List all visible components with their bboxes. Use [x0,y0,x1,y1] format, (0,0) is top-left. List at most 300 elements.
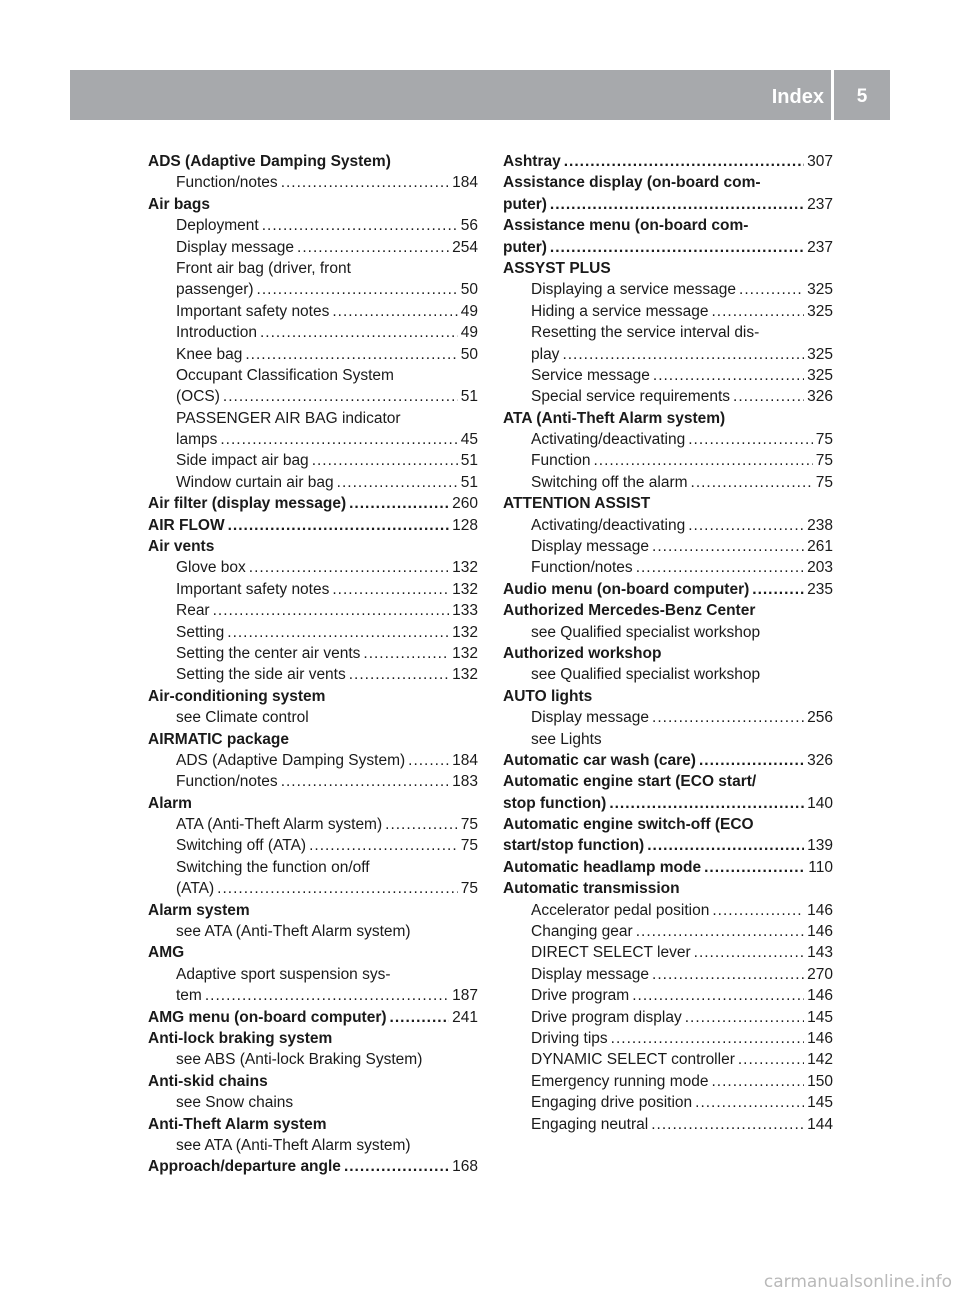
index-subentry [503,279,833,300]
dot-leader [564,151,804,172]
index-subentry [148,1135,478,1156]
page-reference: 168 [452,1158,478,1176]
page-reference: 75 [815,473,833,491]
entry-text: Important safety notes [176,580,330,598]
entry-text: Audio menu (on-board computer) [503,580,750,598]
page-reference: 146 [807,901,833,919]
entry-text: ATA (Anti-Theft Alarm system) [176,816,383,834]
page-reference: 75 [460,880,478,898]
dot-leader [647,835,804,856]
entry-text: Activating/deactivating [531,516,686,534]
entry-text: PASSENGER AIR BAG indicator [176,409,401,427]
entry-text: Anti-skid chains [148,1072,268,1090]
dot-leader [609,793,804,814]
index-subentry [503,386,833,407]
entry-text: (OCS) [176,388,220,406]
index-subentry [148,450,478,471]
entry-text: lamps [176,431,218,449]
dot-leader [344,1156,449,1177]
page-reference: 307 [807,152,833,170]
dot-leader [550,194,804,215]
index-subentry [503,622,833,643]
page-reference: 144 [807,1115,833,1133]
dot-leader [312,450,458,471]
index-entry [148,1114,478,1135]
entry-text: Front air bag (driver, front [176,259,351,277]
page-reference: 132 [452,644,478,662]
entry-text: Automatic engine switch-off (ECO [503,816,754,834]
index-subentry [503,942,833,963]
dot-leader [738,1049,804,1070]
entry-text: Service message [531,366,650,384]
dot-leader [213,600,450,621]
page-reference: 142 [807,1051,833,1069]
dot-leader [228,515,450,536]
dot-leader [712,1071,805,1092]
index-subentry [148,408,478,429]
entry-text: Deployment [176,217,259,235]
index-entry [503,600,833,621]
entry-text: Drive program display [531,1008,682,1026]
index-subentry [148,557,478,578]
index-entry [503,258,833,279]
entry-text: Occupant Classification System [176,366,394,384]
index-entry [503,878,833,899]
dot-leader [227,622,449,643]
page-reference: 237 [807,195,833,213]
entry-text: Displaying a service message [531,281,737,299]
dot-leader [217,878,458,899]
entry-text: Function/notes [176,174,278,192]
entry-text: Automatic headlamp mode [503,858,702,876]
entry-text: stop function) [503,794,607,812]
entry-text: passenger) [176,281,254,299]
index-subentry [503,429,833,450]
index-subentry [148,386,478,407]
entry-text: DIRECT SELECT lever [531,944,691,962]
index-entry [148,1156,478,1177]
entry-text: Automatic engine start (ECO start/ [503,773,757,791]
entry-text: Assistance menu (on-board com- [503,217,749,235]
dot-leader [711,301,804,322]
entry-text: Resetting the service interval dis- [531,324,760,342]
page-reference: 132 [452,559,478,577]
index-subentry [503,707,833,728]
index-subentry [148,579,478,600]
index-subentry [503,985,833,1006]
entry-text: Drive program [531,987,630,1005]
entry-text: Glove box [176,559,246,577]
index-entry [148,1071,478,1092]
entry-text: Driving tips [531,1030,608,1047]
page-header [70,70,890,120]
entry-text: Approach/departure angle [148,1158,341,1176]
index-entry [503,793,833,814]
entry-text: Display message [531,965,650,983]
page-reference: 150 [807,1072,833,1090]
page-reference: 184 [452,751,478,769]
page-reference: 203 [807,559,833,577]
dot-leader [281,172,449,193]
dot-leader [332,579,449,600]
entry-text: see Qualified specialist workshop [531,666,761,684]
entry-text: Ashtray [503,152,561,170]
entry-text: Function/notes [176,773,278,791]
dot-leader [223,386,458,407]
entry-text: puter) [503,195,547,213]
dot-leader [245,344,457,365]
page-reference: 51 [460,388,478,406]
page-reference: 143 [807,944,833,962]
dot-leader [652,707,804,728]
index-subentry [148,836,478,857]
page-reference: 51 [460,473,478,491]
index-subentry [503,1092,833,1113]
index-subentry [503,729,833,750]
page-reference: 326 [807,751,833,769]
index-subentry [148,1049,478,1070]
dot-leader [257,279,458,300]
index-subentry [503,472,833,493]
entry-text: Side impact air bag [176,452,309,470]
index-subentry [148,301,478,322]
dot-leader [632,985,804,1006]
index-entry [148,686,478,707]
entry-text: Emergency running mode [531,1072,709,1090]
dot-leader [712,900,804,921]
dot-leader [220,429,457,450]
entry-text: Hiding a service message [531,302,709,320]
entry-text: Anti-lock braking system [148,1030,333,1047]
index-subentry [503,1028,833,1049]
entry-text: Setting the center air vents [176,644,361,662]
index-subentry [148,664,478,685]
entry-text: Switching off the alarm [531,473,688,491]
dot-leader [337,472,458,493]
entry-text: Air bags [148,195,211,213]
index-subentry [503,964,833,985]
entry-text: ATA (Anti-Theft Alarm system) [503,409,726,427]
entry-text: Alarm system [148,901,250,919]
page-reference: 241 [452,1008,478,1026]
page-reference: 326 [807,388,833,406]
index-subentry [148,215,478,236]
index-subentry [148,322,478,343]
entry-text: Rear [176,602,210,620]
dot-leader [309,835,458,856]
entry-text: Setting the side air vents [176,666,346,684]
index-entry [503,857,833,878]
dot-leader [349,664,449,685]
page-reference: 132 [452,623,478,641]
index-subentry [503,515,833,536]
entry-text: AIRMATIC package [148,730,289,748]
index-entry [503,836,833,857]
page-reference: 50 [460,345,478,363]
index-subentry [148,365,478,386]
page-reference: 75 [815,452,833,470]
page-reference: 235 [807,580,833,598]
index-column-right [503,151,833,1135]
index-subentry [148,985,478,1006]
dot-leader [260,322,458,343]
index-subentry [503,664,833,685]
entry-text: see ABS (Anti-lock Braking System) [176,1051,423,1069]
page-reference: 139 [807,837,833,855]
entry-text: see ATA (Anti-Theft Alarm system) [176,1136,411,1154]
index-entry [148,493,478,514]
page-reference: 325 [807,345,833,363]
dot-leader [636,921,804,942]
index-entry [503,686,833,707]
dot-leader [611,1028,804,1049]
entry-text: Display message [531,538,650,556]
entry-text: ADS (Adaptive Damping System) [176,751,406,769]
index-entry [148,1007,478,1028]
entry-text: play [531,345,560,363]
entry-text: ATTENTION ASSIST [503,495,651,513]
dot-leader [281,771,449,792]
index-subentry [503,365,833,386]
entry-text: start/stop function) [503,837,645,855]
dot-leader [636,557,804,578]
index-subentry [148,707,478,728]
index-subentry [503,1071,833,1092]
dot-leader [652,964,804,985]
page-reference: 256 [807,709,833,727]
dot-leader [695,1092,804,1113]
page-reference: 325 [807,366,833,384]
entry-text: Automatic transmission [503,880,680,898]
entry-text: see Climate control [176,709,309,727]
index-entry [503,237,833,258]
entry-text: tem [176,987,202,1005]
index-subentry [148,279,478,300]
page-reference: 146 [807,1030,833,1047]
page-reference: 140 [807,794,833,812]
index-subentry [148,622,478,643]
dot-leader [249,557,449,578]
index-subentry [503,301,833,322]
page-reference: 183 [452,773,478,791]
index-entry [503,814,833,835]
page-reference: 261 [807,538,833,556]
entry-text: Changing gear [531,923,633,941]
entry-text: AMG menu (on-board computer) [148,1008,387,1026]
entry-text: Air vents [148,538,215,556]
page-reference: 254 [452,238,478,256]
index-entry [503,643,833,664]
index-entry [148,729,478,750]
index-subentry [148,472,478,493]
entry-text: AUTO lights [503,687,593,705]
dot-leader [390,1007,450,1028]
index-subentry [148,1092,478,1113]
dot-leader [691,472,813,493]
index-entry [503,493,833,514]
page-reference: 145 [807,1094,833,1112]
index-subentry [148,237,478,258]
index-entry [148,900,478,921]
entry-text: Display message [176,238,295,256]
page-reference: 187 [452,987,478,1005]
entry-text: Setting [176,623,225,641]
entry-text: ADS (Adaptive Damping System) [148,152,391,170]
index-subentry [148,814,478,835]
entry-text: DYNAMIC SELECT controller [531,1051,735,1069]
dot-leader [739,279,804,300]
page-reference: 146 [807,987,833,1005]
index-entry [503,151,833,172]
page-reference: 184 [452,174,478,192]
dot-leader [262,215,458,236]
dot-leader [688,515,804,536]
dot-leader [385,814,458,835]
index-subentry [503,1114,833,1135]
page-reference: 49 [460,302,478,320]
dot-leader [688,429,813,450]
entry-text: Knee bag [176,345,243,363]
index-entry [148,515,478,536]
entry-text: Function [531,452,591,470]
dot-leader [652,536,804,557]
index-entry [503,771,833,792]
dot-leader [704,857,805,878]
entry-text: ASSYST PLUS [503,259,611,277]
dot-leader [694,942,804,963]
entry-text: Switching off (ATA) [176,837,307,855]
dot-leader [653,365,804,386]
watermark: carmanualsonline.info [763,1272,952,1292]
entry-text: Adaptive sport suspension sys- [176,965,391,983]
index-subentry [148,600,478,621]
entry-text: Introduction [176,324,257,342]
dot-leader [550,237,804,258]
page-reference: 128 [452,516,478,534]
page-reference: 75 [815,431,833,449]
dot-leader [651,1114,804,1135]
index-subentry [503,536,833,557]
index-subentry [148,771,478,792]
index-entry [148,151,478,172]
index-subentry [148,344,478,365]
entry-text: AMG [148,944,185,962]
page-reference: 133 [452,602,478,620]
entry-text: Anti-Theft Alarm system [148,1115,327,1133]
entry-text: Important safety notes [176,302,330,320]
entry-text: see Qualified specialist workshop [531,623,761,641]
entry-text: Activating/deactivating [531,431,686,449]
index-subentry [148,172,478,193]
entry-text: (ATA) [176,880,215,898]
index-entry [148,194,478,215]
index-subentry [503,344,833,365]
entry-text: Engaging drive position [531,1094,693,1112]
dot-leader [363,643,449,664]
page-reference: 146 [807,923,833,941]
section-title: Index [771,86,824,108]
index-subentry [503,1007,833,1028]
dot-leader [593,450,812,471]
dot-leader [699,750,804,771]
entry-text: see Lights [531,730,602,748]
index-subentry [148,921,478,942]
entry-text: Display message [531,709,650,727]
index-entry [503,215,833,236]
entry-text: AIR FLOW [148,516,225,534]
index-subentry [503,1049,833,1070]
entry-text: Assistance display (on-board com- [503,174,761,192]
entry-text: Accelerator pedal position [531,901,710,919]
index-subentry [148,429,478,450]
page-reference: 49 [460,324,478,342]
page-reference: 238 [807,516,833,534]
index-subentry [148,258,478,279]
entry-text: Authorized workshop [503,644,662,662]
index-entry [503,194,833,215]
index-subentry [503,322,833,343]
page-reference: 51 [460,452,478,470]
index-subentry [503,921,833,942]
entry-text: Function/notes [531,559,633,577]
entry-text: Alarm [148,794,192,812]
dot-leader [733,386,804,407]
entry-text: Engaging neutral [531,1115,649,1133]
index-entry [148,942,478,963]
index-subentry [148,878,478,899]
entry-text: see ATA (Anti-Theft Alarm system) [176,923,411,941]
index-entry [503,172,833,193]
page-reference: 56 [460,217,478,235]
index-subentry [148,964,478,985]
dot-leader [408,750,449,771]
dot-leader [297,237,449,258]
entry-text: puter) [503,238,547,256]
page-number: 5 [856,86,868,107]
page-reference: 132 [452,580,478,598]
index-entry [503,579,833,600]
page-reference: 50 [460,281,478,299]
index-entry [148,793,478,814]
index-subentry [148,857,478,878]
index-subentry [148,643,478,664]
dot-leader [332,301,457,322]
index-entry [148,1028,478,1049]
index-subentry [148,750,478,771]
entry-text: Air filter (display message) [148,495,347,513]
dot-leader [752,579,804,600]
page-reference: 325 [807,281,833,299]
page-reference: 325 [807,302,833,320]
index-entry [503,750,833,771]
dot-leader [562,344,804,365]
entry-text: Window curtain air bag [176,473,334,491]
index-subentry [503,900,833,921]
page-reference: 45 [460,431,478,449]
entry-text: Switching the function on/off [176,858,370,876]
page-reference: 237 [807,238,833,256]
page-reference: 75 [460,837,478,855]
page-reference: 145 [807,1008,833,1026]
entry-text: Special service requirements [531,388,731,406]
index-column-left [148,151,478,1178]
entry-text: Air-conditioning system [148,687,326,705]
index-subentry [503,450,833,471]
page-reference: 75 [460,816,478,834]
dot-leader [205,985,449,1006]
entry-text: see Snow chains [176,1094,294,1112]
page-reference: 270 [807,965,833,983]
